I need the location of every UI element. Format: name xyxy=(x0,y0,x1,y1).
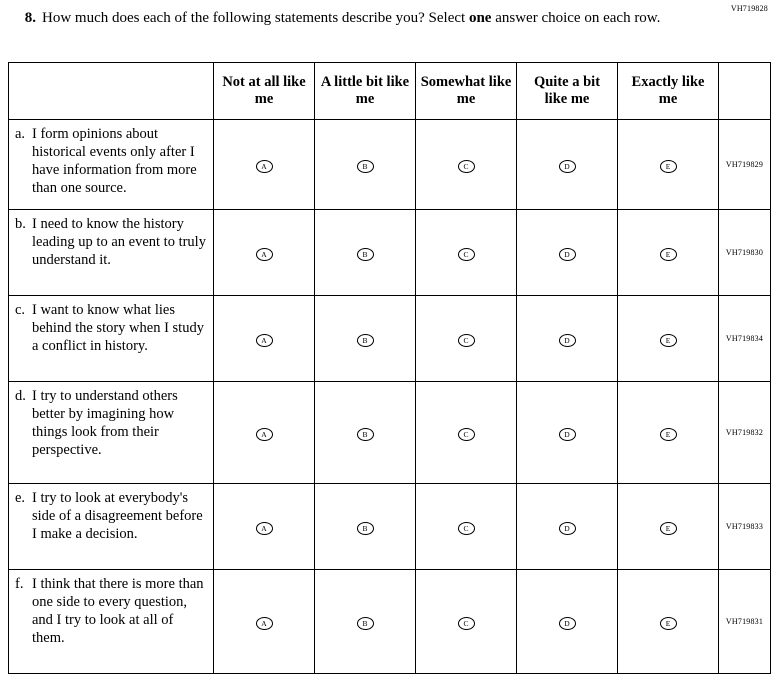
row-statement-e xyxy=(9,484,214,570)
row-letter-b: b. xyxy=(15,216,26,232)
question-text xyxy=(42,8,694,28)
row-statement-text-a: I form opinions about historical events only after I have information from more than one source. xyxy=(32,126,197,197)
header-option-4: Quite a bit like me xyxy=(517,63,618,120)
bubble-f-4[interactable] xyxy=(517,570,618,674)
radio-bubble[interactable]: E xyxy=(660,248,677,261)
radio-bubble[interactable]: A xyxy=(256,428,273,441)
row-code-c: VH719834 xyxy=(719,296,771,382)
table-row xyxy=(9,484,771,570)
bubble-e-3[interactable] xyxy=(416,484,517,570)
bubble-a-4[interactable] xyxy=(517,120,618,210)
radio-bubble[interactable]: E xyxy=(660,428,677,441)
header-option-2: A little bit like me xyxy=(315,63,416,120)
row-code-f: VH719831 xyxy=(719,570,771,674)
radio-bubble[interactable]: B xyxy=(357,160,374,173)
radio-bubble[interactable]: D xyxy=(559,334,576,347)
table-row xyxy=(9,570,771,674)
radio-bubble[interactable]: C xyxy=(458,428,475,441)
bubble-a-2[interactable] xyxy=(315,120,416,210)
bubble-a-5[interactable] xyxy=(618,120,719,210)
radio-bubble[interactable]: C xyxy=(458,248,475,261)
radio-bubble[interactable]: D xyxy=(559,522,576,535)
header-option-3: Somewhat like me xyxy=(416,63,517,120)
row-statement-text-f: I think that there is more than one side to every question, and I try to look at all of them. xyxy=(32,576,204,647)
radio-bubble[interactable]: B xyxy=(357,334,374,347)
table-row xyxy=(9,382,771,484)
header-code-column xyxy=(719,63,771,120)
table-row xyxy=(9,210,771,296)
bubble-e-5[interactable] xyxy=(618,484,719,570)
row-statement-text-b: I need to know the history leading up to an event to truly understand it. xyxy=(32,216,206,269)
bubble-d-5[interactable] xyxy=(618,382,719,484)
table-row xyxy=(9,296,771,382)
bubble-c-2[interactable] xyxy=(315,296,416,382)
bubble-c-1[interactable] xyxy=(214,296,315,382)
radio-bubble[interactable]: E xyxy=(660,522,677,535)
question-text-emphasis: one xyxy=(468,10,492,26)
bubble-c-5[interactable] xyxy=(618,296,719,382)
radio-bubble[interactable]: D xyxy=(559,617,576,630)
question-text-part1: How much does each of the following statements describe you? Select xyxy=(42,10,469,26)
bubble-e-2[interactable] xyxy=(315,484,416,570)
bubble-d-2[interactable] xyxy=(315,382,416,484)
row-code-b: VH719830 xyxy=(719,210,771,296)
radio-bubble[interactable]: A xyxy=(256,160,273,173)
row-statement-f xyxy=(9,570,214,674)
document-item-code: VH719828 xyxy=(730,4,768,13)
radio-bubble[interactable]: C xyxy=(458,617,475,630)
bubble-f-1[interactable] xyxy=(214,570,315,674)
bubble-f-2[interactable] xyxy=(315,570,416,674)
bubble-a-3[interactable] xyxy=(416,120,517,210)
bubble-f-3[interactable] xyxy=(416,570,517,674)
row-statement-b xyxy=(9,210,214,296)
radio-bubble[interactable]: A xyxy=(256,334,273,347)
bubble-b-3[interactable] xyxy=(416,210,517,296)
table-header-row xyxy=(9,63,771,120)
radio-bubble[interactable]: B xyxy=(357,428,374,441)
row-code-d: VH719832 xyxy=(719,382,771,484)
row-letter-c: c. xyxy=(15,302,26,318)
question-text-part2: answer choice on each row. xyxy=(491,10,661,26)
header-option-1: Not at all like me xyxy=(214,63,315,120)
header-option-5: Exactly like me xyxy=(618,63,719,120)
radio-bubble[interactable]: B xyxy=(357,248,374,261)
bubble-e-1[interactable] xyxy=(214,484,315,570)
response-matrix-table xyxy=(8,62,771,674)
row-statement-text-d: I try to understand others better by imagining how things look from their perspective. xyxy=(32,388,178,459)
radio-bubble[interactable]: D xyxy=(559,428,576,441)
bubble-a-1[interactable] xyxy=(214,120,315,210)
radio-bubble[interactable]: A xyxy=(256,617,273,630)
bubble-d-1[interactable] xyxy=(214,382,315,484)
row-statement-d xyxy=(9,382,214,484)
row-statement-a xyxy=(9,120,214,210)
radio-bubble[interactable]: A xyxy=(256,522,273,535)
radio-bubble[interactable]: E xyxy=(660,334,677,347)
bubble-e-4[interactable] xyxy=(517,484,618,570)
bubble-c-3[interactable] xyxy=(416,296,517,382)
question-number: 8. xyxy=(24,10,36,26)
radio-bubble[interactable]: E xyxy=(660,617,677,630)
bubble-d-4[interactable] xyxy=(517,382,618,484)
radio-bubble[interactable]: B xyxy=(357,617,374,630)
row-letter-a: a. xyxy=(15,126,26,142)
bubble-b-5[interactable] xyxy=(618,210,719,296)
bubble-b-4[interactable] xyxy=(517,210,618,296)
header-statement-column xyxy=(9,63,214,120)
row-letter-f: f. xyxy=(15,576,24,592)
row-statement-text-e: I try to look at everybody's side of a disagreement before I make a decision. xyxy=(32,490,203,543)
bubble-b-2[interactable] xyxy=(315,210,416,296)
radio-bubble[interactable]: D xyxy=(559,248,576,261)
row-statement-text-c: I want to know what lies behind the story when I study a conflict in history. xyxy=(32,302,204,355)
row-code-e: VH719833 xyxy=(719,484,771,570)
radio-bubble[interactable]: E xyxy=(660,160,677,173)
row-letter-e: e. xyxy=(15,490,26,506)
radio-bubble[interactable]: C xyxy=(458,522,475,535)
radio-bubble[interactable]: C xyxy=(458,334,475,347)
row-statement-c xyxy=(9,296,214,382)
bubble-d-3[interactable] xyxy=(416,382,517,484)
radio-bubble[interactable]: B xyxy=(357,522,374,535)
radio-bubble[interactable]: D xyxy=(559,160,576,173)
bubble-f-5[interactable] xyxy=(618,570,719,674)
question-prompt xyxy=(14,8,694,28)
table-row xyxy=(9,120,771,210)
radio-bubble[interactable]: A xyxy=(256,248,273,261)
bubble-b-1[interactable] xyxy=(214,210,315,296)
bubble-c-4[interactable] xyxy=(517,296,618,382)
radio-bubble[interactable]: C xyxy=(458,160,475,173)
row-letter-d: d. xyxy=(15,388,26,404)
row-code-a: VH719829 xyxy=(719,120,771,210)
